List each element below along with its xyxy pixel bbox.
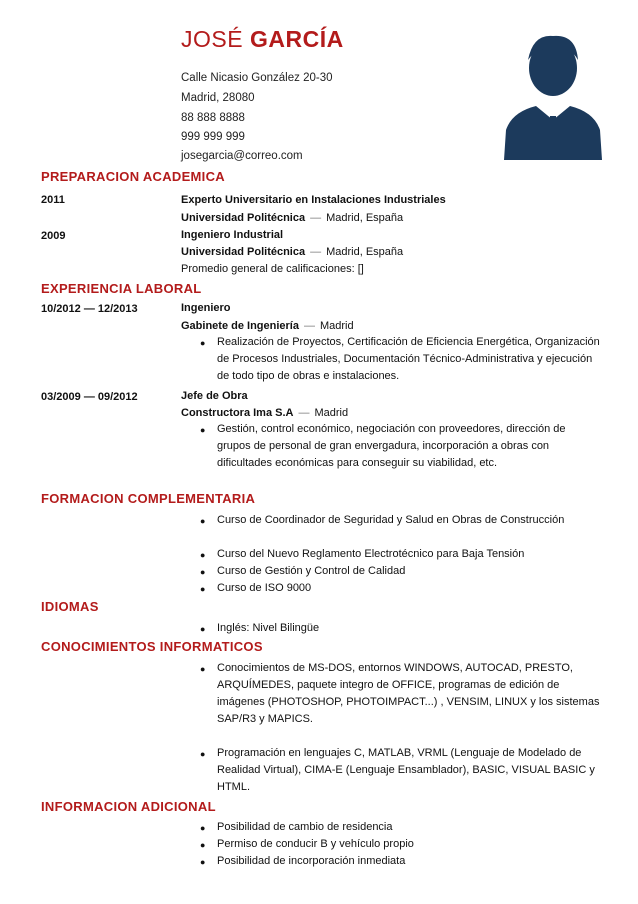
bullet-icon: ●	[200, 567, 206, 577]
education-location: Madrid, España	[326, 246, 404, 258]
bullet-icon: ●	[200, 664, 206, 674]
bullet-icon: ●	[200, 624, 206, 634]
education-note: Promedio general de calificaciones: []	[181, 263, 364, 275]
experience-bullet: Gestión, control económico, negociación con proveedores, dirección de grupos de personal de gran envergadura, incorporación a obras con dificultades económicas para conseguir su viabilidad, etc.	[217, 423, 566, 469]
bullet-icon: ●	[200, 338, 206, 348]
candidate-name	[181, 26, 344, 53]
section-experience-title: EXPERIENCIA LABORAL	[41, 281, 202, 296]
section-training-title: FORMACION COMPLEMENTARIA	[41, 491, 256, 506]
bullet-icon: ●	[200, 749, 206, 759]
email: josegarcia@correo.com	[181, 150, 303, 162]
education-degree: Ingeniero Industrial	[181, 229, 284, 241]
training-item: Curso de ISO 9000	[217, 582, 312, 594]
person-avatar-icon	[498, 20, 608, 160]
experience-role: Ingeniero	[181, 302, 231, 314]
bullet-icon: ●	[200, 584, 206, 594]
experience-role: Jefe de Obra	[181, 390, 248, 402]
experience-company: Constructora Ima S.A	[181, 407, 294, 419]
address-line-2: Madrid, 28080	[181, 92, 255, 104]
phone-2: 999 999 999	[181, 131, 245, 143]
education-date: 2011	[41, 194, 65, 206]
bullet-icon: ●	[200, 550, 206, 560]
education-degree: Experto Universitario en Instalaciones Industriales	[181, 194, 446, 206]
training-item: Curso del Nuevo Reglamento Electrotécnico para Baja Tensión	[217, 548, 525, 560]
training-item: Curso de Coordinador de Seguridad y Salud en Obras de Construcción	[217, 514, 565, 526]
experience-location: Madrid	[314, 407, 349, 419]
separator: —	[303, 320, 315, 332]
section-education-title: PREPARACION ACADEMICA	[41, 169, 225, 184]
bullet-icon: ●	[200, 425, 206, 435]
section-it-skills-title: CONOCIMIENTOS INFORMATICOS	[41, 639, 263, 654]
experience-date: 10/2012 — 12/2013	[41, 303, 138, 315]
separator: —	[310, 246, 322, 258]
it-skill-item: Programación en lenguajes C, MATLAB, VRML (Lenguaje de Modelado de Realidad Virtual), CIMA-E (Lenguaje Ensamblador), BASIC, VISUAL BASIC y HTML.	[217, 747, 595, 793]
section-additional-title: INFORMACION ADICIONAL	[41, 799, 216, 814]
section-languages-title: IDIOMAS	[41, 599, 99, 614]
last-name: GARCÍA	[249, 26, 344, 52]
education-location: Madrid, España	[326, 212, 404, 224]
phone-1: 88 888 8888	[181, 112, 245, 124]
experience-company: Gabinete de Ingeniería	[181, 320, 299, 332]
experience-company-line	[181, 407, 348, 419]
experience-location: Madrid	[319, 320, 354, 332]
language-item: Inglés: Nivel Bilingüe	[217, 622, 320, 634]
additional-item: Posibilidad de cambio de residencia	[217, 821, 393, 833]
it-skill-item: Conocimientos de MS-DOS, entornos WINDOWS, AUTOCAD, PRESTO, ARQUÍMEDES, paquete integro de OFFICE, programas de edición de imágenes (PHOTOSHOP, PHOTOIMPACT...) , VENSIM, LINUX y los sistemas SAP/R3 y MAPICS.	[217, 662, 600, 725]
bullet-icon: ●	[200, 823, 206, 833]
separator: —	[298, 407, 310, 419]
education-school: Universidad Politécnica	[181, 246, 306, 258]
bullet-icon: ●	[200, 840, 206, 850]
address-line-1: Calle Nicasio González 20-30	[181, 72, 333, 84]
education-school-line	[181, 246, 403, 258]
education-school: Universidad Politécnica	[181, 212, 306, 224]
experience-company-line	[181, 320, 354, 332]
education-date: 2009	[41, 230, 66, 242]
first-name: JOSÉ	[181, 26, 244, 52]
additional-item: Posibilidad de incorporación inmediata	[217, 855, 406, 867]
education-school-line	[181, 212, 403, 224]
experience-bullet: Realización de Proyectos, Certificación de Eficiencia Energética, Organización de Procesos Industriales, Documentación Técnico-Administrativa y ejecución de todo tipo de obras e instalaciones.	[217, 336, 600, 382]
training-item: Curso de Gestión y Control de Calidad	[217, 565, 406, 577]
additional-item: Permiso de conducir B y vehículo propio	[217, 838, 414, 850]
separator: —	[310, 212, 322, 224]
experience-date: 03/2009 — 09/2012	[41, 391, 138, 403]
bullet-icon: ●	[200, 857, 206, 867]
bullet-icon: ●	[200, 516, 206, 526]
